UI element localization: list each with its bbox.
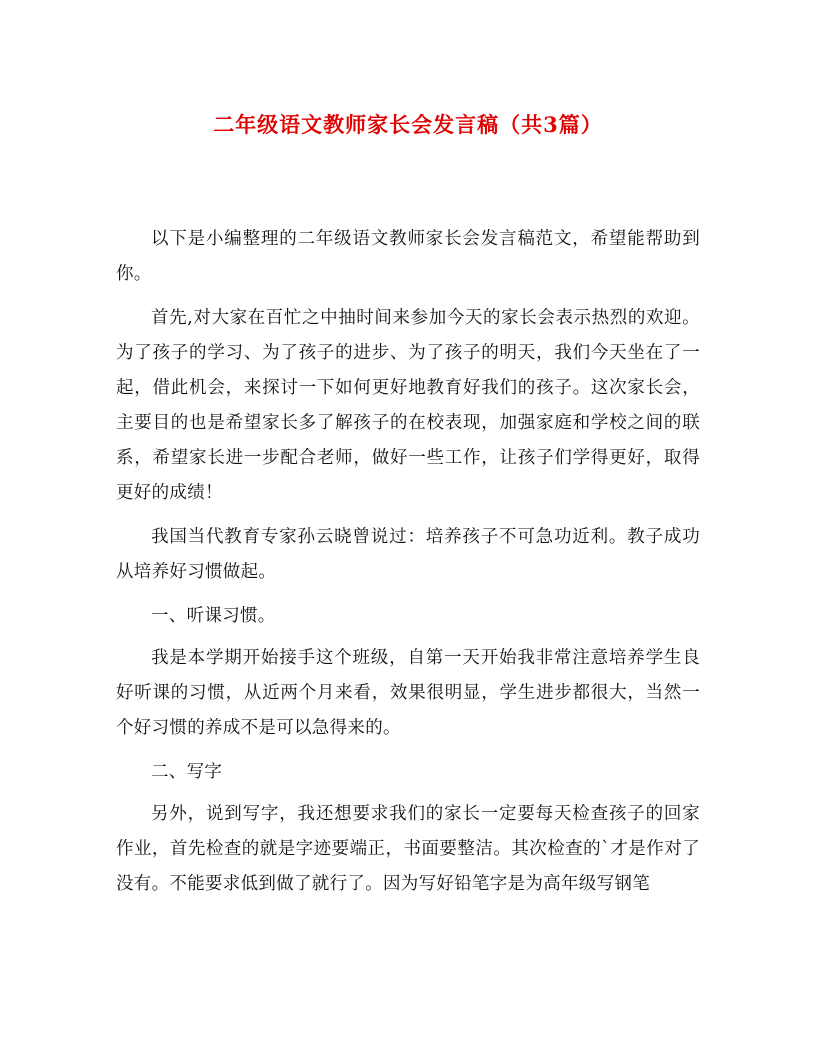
paragraph-welcome: 首先,对大家在百忙之中抽时间来参加今天的家长会表示热烈的欢迎。为了孩子的学习、为了孩子的进步、为了孩子的明天，我们今天坐在了一起，借此机会，来探讨一下如何更好地教育好我们的孩子。这次家长会，主要目的也是希望家长多了解孩子的在校表现，加强家庭和学校之间的联系，希望家长进一步配合老师，做好一些工作，让孩子们学得更好，取得更好的成绩！: [116, 308, 700, 503]
paragraph-intro: 以下是小编整理的二年级语文教师家长会发言稿范文，希望能帮助到你。: [116, 229, 700, 284]
paragraph-expert-quote: 我国当代教育专家孙云晓曾说过：培养孩子不可急功近利。教子成功从培养好习惯做起。: [116, 527, 700, 582]
section-heading-writing: 二、写字: [151, 762, 223, 782]
document-title: 二年级语文教师家长会发言稿（共3篇）: [213, 112, 603, 137]
section-heading-listening: 一、听课习惯。: [151, 606, 276, 626]
paragraph-listening: 我是本学期开始接手这个班级，自第一天开始我非常注意培养学生良好听课的习惯，从近两个月来看，效果很明显，学生进步都很大，当然一个好习惯的养成不是可以急得来的。: [116, 648, 700, 738]
document-body: [116, 222, 700, 911]
paragraph-writing: 另外，说到写字，我还想要求我们的家长一定要每天检查孩子的回家作业，首先检查的就是字迹要端正，书面要整洁。其次检查的`才是作对了没有。不能要求低到做了就行了。因为写好铅笔字是为高年级写钢笔: [116, 804, 700, 894]
